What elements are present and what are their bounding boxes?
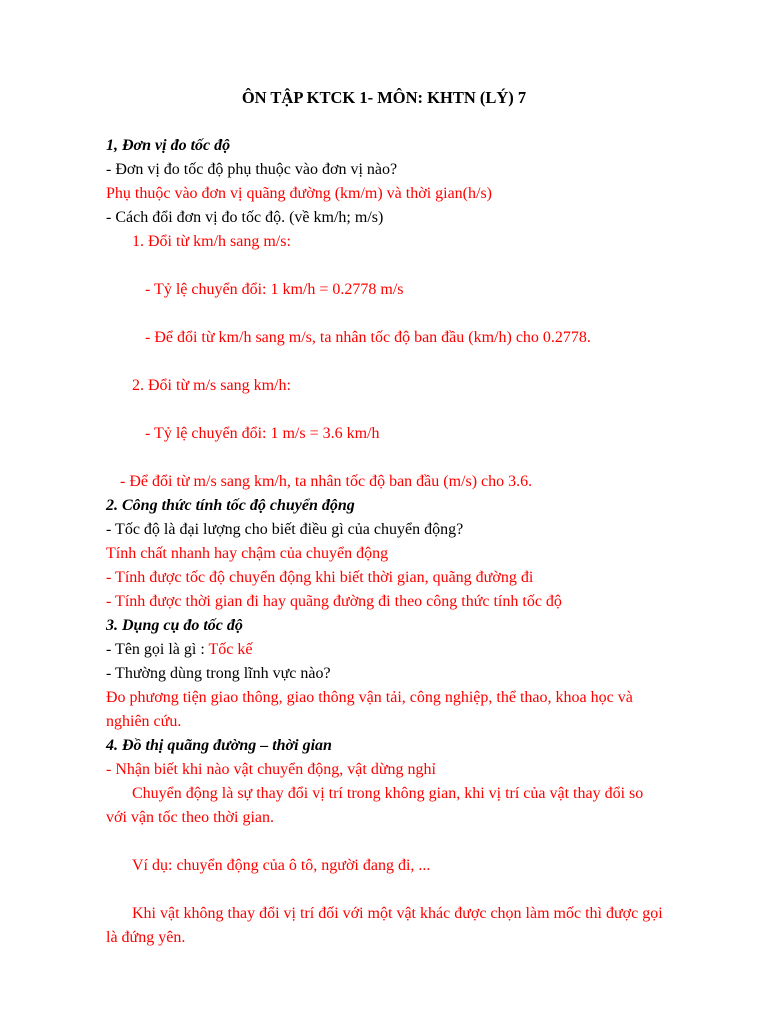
s1-conversion-2-title: 2. Đổi từ m/s sang km/h: xyxy=(132,377,291,394)
s4-example: Ví dụ: chuyển động của ô tô, người đang đi, ... xyxy=(132,857,431,874)
section-2-heading: 2. Công thức tính tốc độ chuyển động xyxy=(106,497,355,514)
s3-question-1 xyxy=(106,638,728,662)
s4-paragraph-1-line-1: Chuyển động là sự thay đổi vị trí trong không gian, khi vị trí của vật thay đổi so xyxy=(132,785,644,802)
s3-answer-2-line-2: nghiên cứu. xyxy=(106,713,182,730)
section-3-heading: 3. Dụng cụ đo tốc độ xyxy=(106,617,243,634)
s2-answer-1: Tính chất nhanh hay chậm của chuyển động xyxy=(106,545,389,562)
s1-conversion-1-method: - Để đổi từ km/h sang m/s, ta nhân tốc độ ban đầu (km/h) cho 0.2778. xyxy=(145,329,591,346)
s1-answer-1: Phụ thuộc vào đơn vị quãng đường (km/m) và thời gian(h/s) xyxy=(106,185,493,202)
s1-conversion-2-ratio: - Tỷ lệ chuyển đổi: 1 m/s = 3.6 km/h xyxy=(145,425,380,442)
page-title: ÔN TẬP KTCK 1- MÔN: KHTN (LÝ) 7 xyxy=(241,88,527,107)
s3-answer-2-line-1: Đo phương tiện giao thông, giao thông vận tải, công nghiệp, thể thao, khoa học và xyxy=(106,689,633,706)
s3-answer-1: Tốc kế xyxy=(208,641,253,658)
s1-question-2: - Cách đổi đơn vị đo tốc độ. (về km/h; m/s) xyxy=(106,209,384,226)
s2-answer-3: - Tính được thời gian đi hay quãng đường đi theo công thức tính tốc độ xyxy=(106,593,562,610)
s1-conversion-2-method: - Để đổi từ m/s sang km/h, ta nhân tốc độ ban đầu (m/s) cho 3.6. xyxy=(120,473,533,490)
s2-answer-2: - Tính được tốc độ chuyển động khi biết thời gian, quãng đường đi xyxy=(106,569,534,586)
s2-question-1: - Tốc độ là đại lượng cho biết điều gì của chuyển động? xyxy=(106,521,464,538)
s1-conversion-1-title: 1. Đổi từ km/h sang m/s: xyxy=(132,233,291,250)
s4-paragraph-2-line-1: Khi vật không thay đổi vị trí đối với một vật khác được chọn làm mốc thì được gọi xyxy=(132,905,663,922)
s4-line-1: - Nhận biết khi nào vật chuyển động, vật dừng nghỉ xyxy=(106,761,436,778)
s4-paragraph-1-line-2: với vận tốc theo thời gian. xyxy=(106,809,274,826)
section-4-heading: 4. Đồ thị quãng đường – thời gian xyxy=(106,737,332,754)
section-1-heading: 1, Đơn vị đo tốc độ xyxy=(106,137,231,154)
s3-question-2: - Thường dùng trong lĩnh vực nào? xyxy=(106,665,331,682)
s4-paragraph-2-line-2: là đứng yên. xyxy=(106,929,186,946)
s1-question-1: - Đơn vị đo tốc độ phụ thuộc vào đơn vị nào? xyxy=(106,161,398,178)
s3-question-1-prefix: - Tên gọi là gì : xyxy=(106,641,209,658)
s1-conversion-1-ratio: - Tỷ lệ chuyển đổi: 1 km/h = 0.2778 m/s xyxy=(145,281,404,298)
